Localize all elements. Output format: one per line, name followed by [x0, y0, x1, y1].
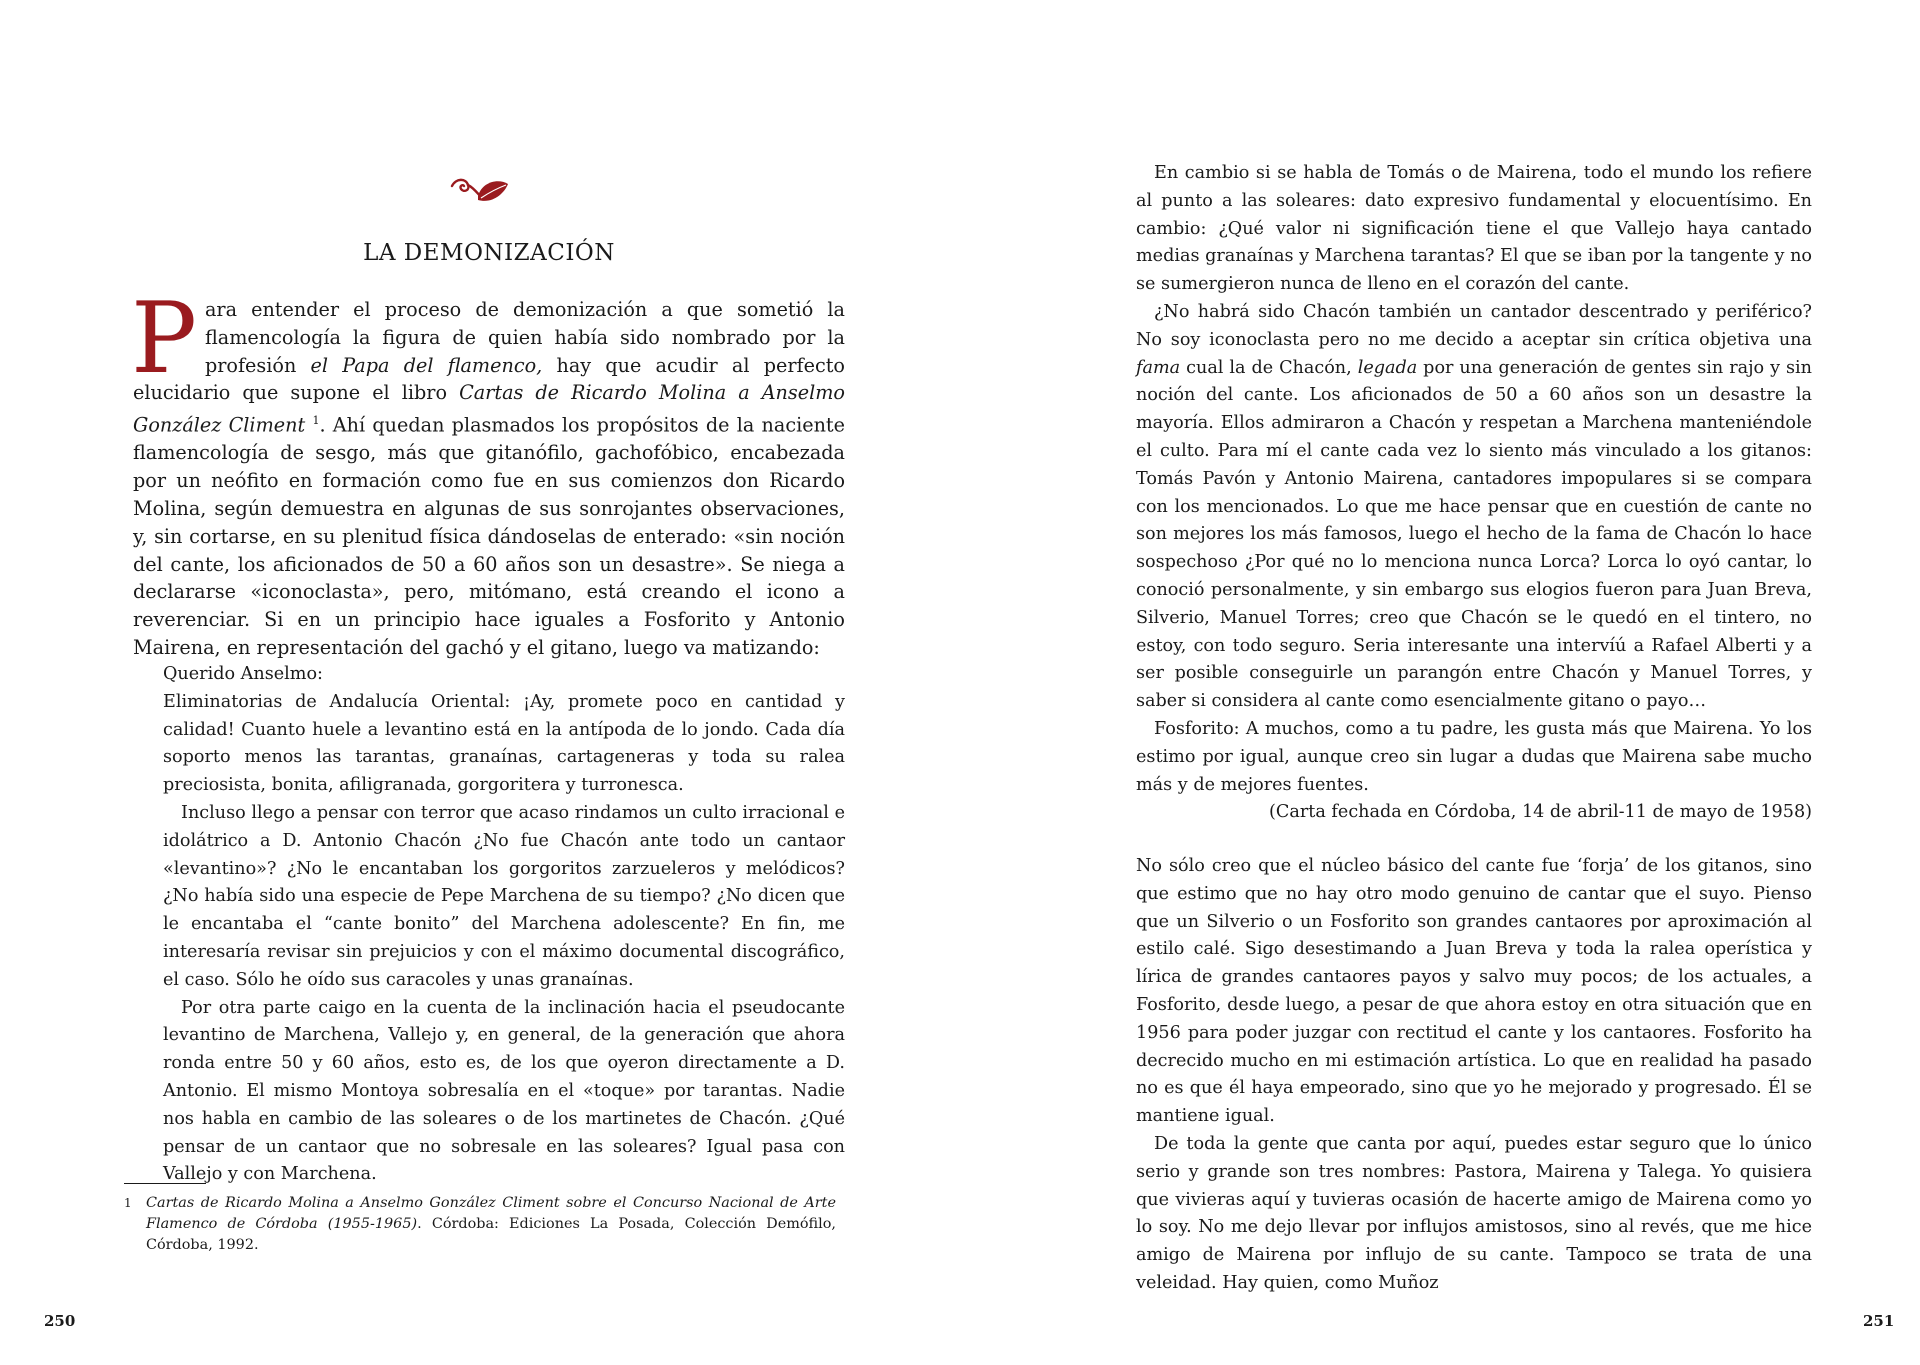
- footnote-number: 1: [124, 1196, 132, 1210]
- right-paragraph-2a: ¿No habrá sido Chacón también un cantador descentrado y periférico? No soy iconoclasta pero no me decido a aceptar sin crítica objetiva una: [1136, 301, 1812, 350]
- footnote-body: [146, 1193, 836, 1256]
- second-letter-paragraph-1: No sólo creo que el núcleo básico del cante fue ‘forja’ de los gitanos, sino que estimo que no hay otro modo genuino de cantar que el suyo. Pienso que un Silverio o un Fosforito son grandes cantaores por aproximación al estilo calé. Sigo desestimando a Juan Breva y toda la ralea operística y lírica de grandes cantaores payos y salvo muy pocos; de los actuales, a Fosforito, desde luego, a pesar de que ahora estoy en otra situación que en 1956 para poder juzgar con rectitud el cante y los cantaores. Fosforito ha decrecido mucho en mi estimación artística. Lo que en realidad ha pasado no es que él haya empeorado, sino que yo he mejorado y progresado. Él se mantiene igual.: [1136, 856, 1812, 1127]
- letter-date-signature: (Carta fechada en Córdoba, 14 de abril-11 de mayo de 1958): [1269, 802, 1812, 823]
- footnote: [124, 1193, 845, 1256]
- intro-text-3: . Ahí quedan plasmados los propósitos de la naciente flamencología de sesgo, más que gitanófilo, gachofóbico, encabezada por un neófito en formación como fue en sus comienzos don Ricardo Molina, según demuestra en algunas de sus sonrojantes observaciones, y, sin cortarse, en su plenitud física dándoselas de enterado: «sin noción del cante, los aficionados de 50 a 60 años son un desastre». Se niega a declararse «iconoclasta», pero, mitómano, está creando el icono a reverenciar. Si en un principio hace iguales a Fosforito y Antonio Mairena, en representación del gachó y el gitano, luego va matizando:: [133, 413, 845, 659]
- book-title: Cartas de Ricardo Molina a Anselmo González Climent: [133, 381, 845, 437]
- intro-emphasis-1: el Papa del flamenco,: [310, 353, 543, 377]
- letter-paragraph-3: Por otra parte caigo en la cuenta de la inclinación hacia el pseudocante levantino de Marchena, Vallejo y, en general, de la generación que ahora ronda entre 50 y 60 años, esto es, de los que oyeron directamente a D. Antonio. El mismo Montoya sobresalía en el «toque» por tarantas. Nadie nos habla en cambio de las soleares o de los martinetes de Chacón. ¿Qué pensar de un cantaor que no sobresale en las soleares? Igual pasa con Vallejo y con Marchena.: [163, 997, 845, 1185]
- drop-cap: P: [131, 282, 197, 396]
- right-paragraph-2b: cual la de Chacón,: [1180, 357, 1358, 378]
- intro-paragraph: [131, 282, 845, 662]
- letter-continuation: [1136, 160, 1812, 827]
- intro-text-1: ara entender el proceso de demonización a que sometió la flamencología la figura de quien había sido nombrado por la profesión: [204, 298, 845, 377]
- page-number-right: 251: [1863, 1312, 1895, 1330]
- footnote-ref[interactable]: 1: [312, 414, 320, 428]
- second-letter: [1136, 853, 1812, 1298]
- emphasis-fama: fama: [1136, 357, 1181, 378]
- emphasis-legada: legada: [1357, 357, 1418, 378]
- quoted-letter: [163, 661, 845, 1189]
- footnote-rest: . Córdoba: Ediciones La Posada, Colección Demófilo, Córdoba, 1992.: [146, 1216, 836, 1253]
- right-paragraph-2: [1136, 299, 1812, 716]
- right-paragraph-3: Fosforito: A muchos, como a tu padre, les gusta más que Mairena. Yo los estimo por igual, aunque creo sin lugar a dudas que Mairena sabe mucho más y de mejores fuentes.: [1136, 718, 1812, 795]
- letter-salutation: Querido Anselmo:: [163, 664, 323, 684]
- letter-paragraph-1: Eliminatorias de Andalucía Oriental: ¡Ay, promete poco en cantidad y calidad! Cuanto huele a levantino está en la antípoda de lo jondo. Cada día soporto menos las tarantas, granaínas, cartageneras y toda su ralea preciosista, bonita, afiligranada, gorgoritera y turronesca.: [163, 691, 845, 796]
- footnote-divider: [124, 1183, 206, 1184]
- chapter-title: LA DEMONIZACIÓN: [363, 240, 615, 266]
- leaf-ornament-icon: [448, 172, 512, 208]
- letter-paragraph-2: Incluso llego a pensar con terror que acaso rindamos un culto irracional e idolátrico a D. Antonio Chacón ¿No fue Chacón ante todo un cantaor «levantino»? ¿No le encantaban los gorgoritos zarzueleros y melódicos? ¿No había sido una especie de Pepe Marchena de su tiempo? ¿No dicen que le encantaba el “cante bonito” del Marchena adolescente? En fin, me interesaría revisar sin prejuicios y con el máximo documental discográfico, el caso. Sólo he oído sus caracoles y unas granaínas.: [163, 802, 845, 990]
- footnote-title: Cartas de Ricardo Molina a Anselmo González Climent sobre el Concurso Nacional de Arte Flamenco de Córdoba (1955-1965): [146, 1195, 836, 1232]
- right-paragraph-1: En cambio si se habla de Tomás o de Mairena, todo el mundo los refiere al punto a las soleares: dato expresivo fundamental y elocuentísimo. En cambio: ¿Qué valor ni significación tiene el que Vallejo haya cantado medias granaínas y Marchena tarantas? El que se iban por la tangente y no se sumergieron nunca de lleno en el corazón del cante.: [1136, 163, 1812, 295]
- right-paragraph-2c: por una generación de gentes sin rajo y sin noción del cante. Los aficionados de 50 a 60 años son un desastre la mayoría. Ellos admiraron a Chacón y respetan a Marchena manteniéndole el culto. Para mí el cante cada vez lo siento más vinculado a los gitanos: Tomás Pavón y Antonio Mairena, cantadores impopulares si se compara con los mencionados. Lo que me hace pensar que en cuestión de cante no son mejores los más famosos, luego el hecho de la fama de Chacón lo hace sospechoso ¿Por qué no lo menciona nunca Lorca? Lorca lo oyó cantar, lo conoció personalmente, y sin embargo sus elogios fueron para Juan Breva, Silverio, Manuel Torres; creo que Chacón se le quedó en el tintero, no estoy, con todo seguro. Seria interesante una intervíú a Rafael Alberti y a ser posible conseguirle un parangón entre Chacón y Manuel Torres, y saber si considera al cante como esencialmente gitano o payo…: [1136, 357, 1812, 712]
- second-letter-paragraph-2: De toda la gente que canta por aquí, puedes estar seguro que lo único serio y grande son tres nombres: Pastora, Mairena y Talega. Yo quisiera que vivieras aquí y tuvieras ocasión de hacerte amigo de Mairena como yo lo soy. No me dejo llevar por influjos amistosos, sino al revés, que me hice amigo de Mairena por influjo de su cante. Tampoco se trata de una veleidad. Hay quien, como Muñoz: [1136, 1133, 1812, 1293]
- page-number-left: 250: [44, 1312, 76, 1330]
- intro-text-2: hay que acudir al perfecto elucidario que supone el libro: [133, 353, 845, 405]
